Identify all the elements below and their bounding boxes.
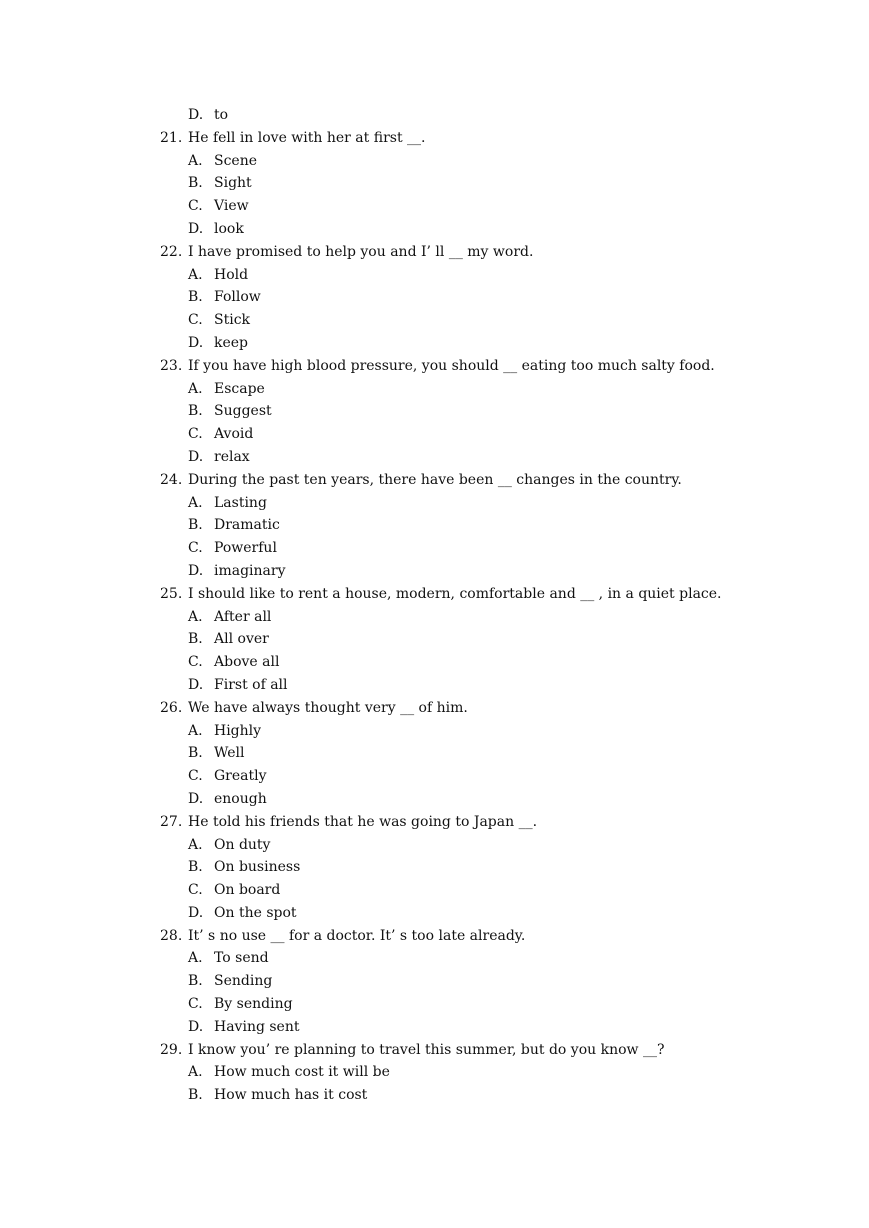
option-text: Sending (214, 973, 273, 990)
question-text: We have always thought very __ of him. (188, 699, 468, 716)
option-letter: D. (188, 1018, 204, 1035)
option-text: By sending (214, 996, 293, 1013)
option-text: imaginary (214, 562, 286, 579)
option-letter: B. (188, 517, 203, 534)
question-text: If you have high blood pressure, you should __ eating too much salty food. (188, 357, 715, 374)
option-text: How much cost it will be (214, 1064, 390, 1081)
answer-option (160, 993, 760, 1016)
question-23 (160, 355, 760, 378)
question-text: It’ s no use __ for a doctor. It’ s too late already. (188, 927, 526, 944)
option-letter: D. (188, 790, 204, 807)
option-letter: C. (188, 312, 203, 329)
answer-option (160, 606, 760, 629)
answer-option (160, 218, 760, 241)
answer-option (160, 286, 760, 309)
option-text: View (214, 198, 249, 215)
answer-option (160, 172, 760, 195)
answer-option (160, 514, 760, 537)
option-letter: A. (188, 608, 203, 625)
option-text: On duty (214, 836, 271, 853)
answer-option (160, 332, 760, 355)
option-letter: B. (188, 289, 203, 306)
question-number: 21. (160, 129, 183, 146)
option-letter: A. (188, 950, 203, 967)
option-text: Stick (214, 312, 251, 329)
option-text: How much has it cost (214, 1087, 368, 1104)
option-letter: D. (188, 676, 204, 693)
option-text: Avoid (214, 426, 254, 443)
answer-option (160, 423, 760, 446)
option-letter: B. (188, 175, 203, 192)
question-text: He told his friends that he was going to Japan __. (188, 813, 538, 830)
answer-option (160, 788, 760, 811)
option-text: Dramatic (214, 517, 280, 534)
option-letter: C. (188, 882, 203, 899)
question-number: 26. (160, 699, 183, 716)
option-letter: A. (188, 380, 203, 397)
question-number: 22. (160, 243, 183, 260)
option-text: After all (214, 608, 272, 625)
answer-option (160, 628, 760, 651)
option-text: Greatly (214, 768, 267, 785)
option-text: Having sent (214, 1018, 300, 1035)
answer-option (160, 537, 760, 560)
option-letter: B. (188, 631, 203, 648)
option-letter: C. (188, 540, 203, 557)
option-text: Scene (214, 152, 258, 169)
option-text: First of all (214, 676, 288, 693)
option-text: Escape (214, 380, 265, 397)
answer-option (160, 492, 760, 515)
question-number: 24. (160, 471, 183, 488)
answer-option (160, 309, 760, 332)
answer-option (160, 765, 760, 788)
lead-option (160, 104, 760, 127)
option-text: Well (214, 745, 245, 762)
question-number: 23. (160, 357, 183, 374)
question-28 (160, 925, 760, 948)
answer-option (160, 560, 760, 583)
option-text: All over (214, 631, 269, 648)
option-text: On board (214, 882, 281, 899)
option-text: Hold (214, 266, 249, 283)
option-letter: B. (188, 745, 203, 762)
question-number: 27. (160, 813, 183, 830)
option-text: Highly (214, 722, 262, 739)
option-text: Follow (214, 289, 261, 306)
option-letter: B. (188, 973, 203, 990)
option-letter: A. (188, 494, 203, 511)
question-26 (160, 697, 760, 720)
answer-option (160, 674, 760, 697)
option-text: Suggest (214, 403, 272, 420)
answer-option (160, 720, 760, 743)
answer-option (160, 195, 760, 218)
option-letter: D. (188, 448, 204, 465)
answer-option (160, 1061, 760, 1084)
option-text: look (214, 220, 244, 237)
option-text: Powerful (214, 540, 277, 557)
answer-option (160, 264, 760, 287)
option-letter: D. (188, 904, 204, 921)
answer-option (160, 651, 760, 674)
question-24 (160, 469, 760, 492)
option-text: relax (214, 448, 250, 465)
option-letter: C. (188, 768, 203, 785)
answer-option (160, 150, 760, 173)
answer-option (160, 742, 760, 765)
question-number: 29. (160, 1041, 183, 1058)
question-21 (160, 127, 760, 150)
option-letter: C. (188, 198, 203, 215)
option-text: keep (214, 334, 249, 351)
option-text: to (214, 107, 229, 123)
question-25 (160, 583, 760, 606)
option-letter: A. (188, 1064, 203, 1081)
answer-option (160, 902, 760, 925)
option-text: To send (214, 950, 269, 967)
option-letter: C. (188, 426, 203, 443)
option-text: Sight (214, 175, 252, 192)
answer-option (160, 1016, 760, 1039)
answer-option (160, 834, 760, 857)
option-text: Lasting (214, 494, 267, 511)
option-letter: D. (188, 562, 204, 579)
question-29 (160, 1039, 760, 1062)
option-letter: A. (188, 722, 203, 739)
question-list (160, 104, 760, 1107)
option-text: On the spot (214, 904, 297, 921)
option-letter: C. (188, 654, 203, 671)
question-text: I should like to rent a house, modern, comfortable and __ , in a quiet place. (188, 585, 722, 602)
answer-option (160, 947, 760, 970)
questions-container (160, 127, 760, 1107)
option-text: enough (214, 790, 267, 807)
question-number: 28. (160, 927, 183, 944)
question-text: During the past ten years, there have been __ changes in the country. (188, 471, 682, 488)
answer-option (160, 446, 760, 469)
option-letter: B. (188, 859, 203, 876)
answer-option (160, 856, 760, 879)
option-letter: B. (188, 403, 203, 420)
answer-option (160, 400, 760, 423)
option-text: On business (214, 859, 301, 876)
option-letter: C. (188, 996, 203, 1013)
option-letter: A. (188, 266, 203, 283)
question-text: I have promised to help you and I’ ll __ my word. (188, 243, 534, 260)
option-letter: A. (188, 836, 203, 853)
question-number: 25. (160, 585, 183, 602)
question-22 (160, 241, 760, 264)
question-27 (160, 811, 760, 834)
answer-option (160, 970, 760, 993)
option-letter: D. (188, 220, 204, 237)
option-letter: D. (188, 107, 204, 123)
option-letter: B. (188, 1087, 203, 1104)
answer-option (160, 1084, 760, 1107)
question-text: I know you’ re planning to travel this summer, but do you know __? (188, 1041, 665, 1058)
option-text: Above all (214, 654, 280, 671)
answer-option (160, 378, 760, 401)
option-letter: A. (188, 152, 203, 169)
answer-option (160, 879, 760, 902)
option-letter: D. (188, 334, 204, 351)
question-text: He fell in love with her at first __. (188, 129, 426, 146)
